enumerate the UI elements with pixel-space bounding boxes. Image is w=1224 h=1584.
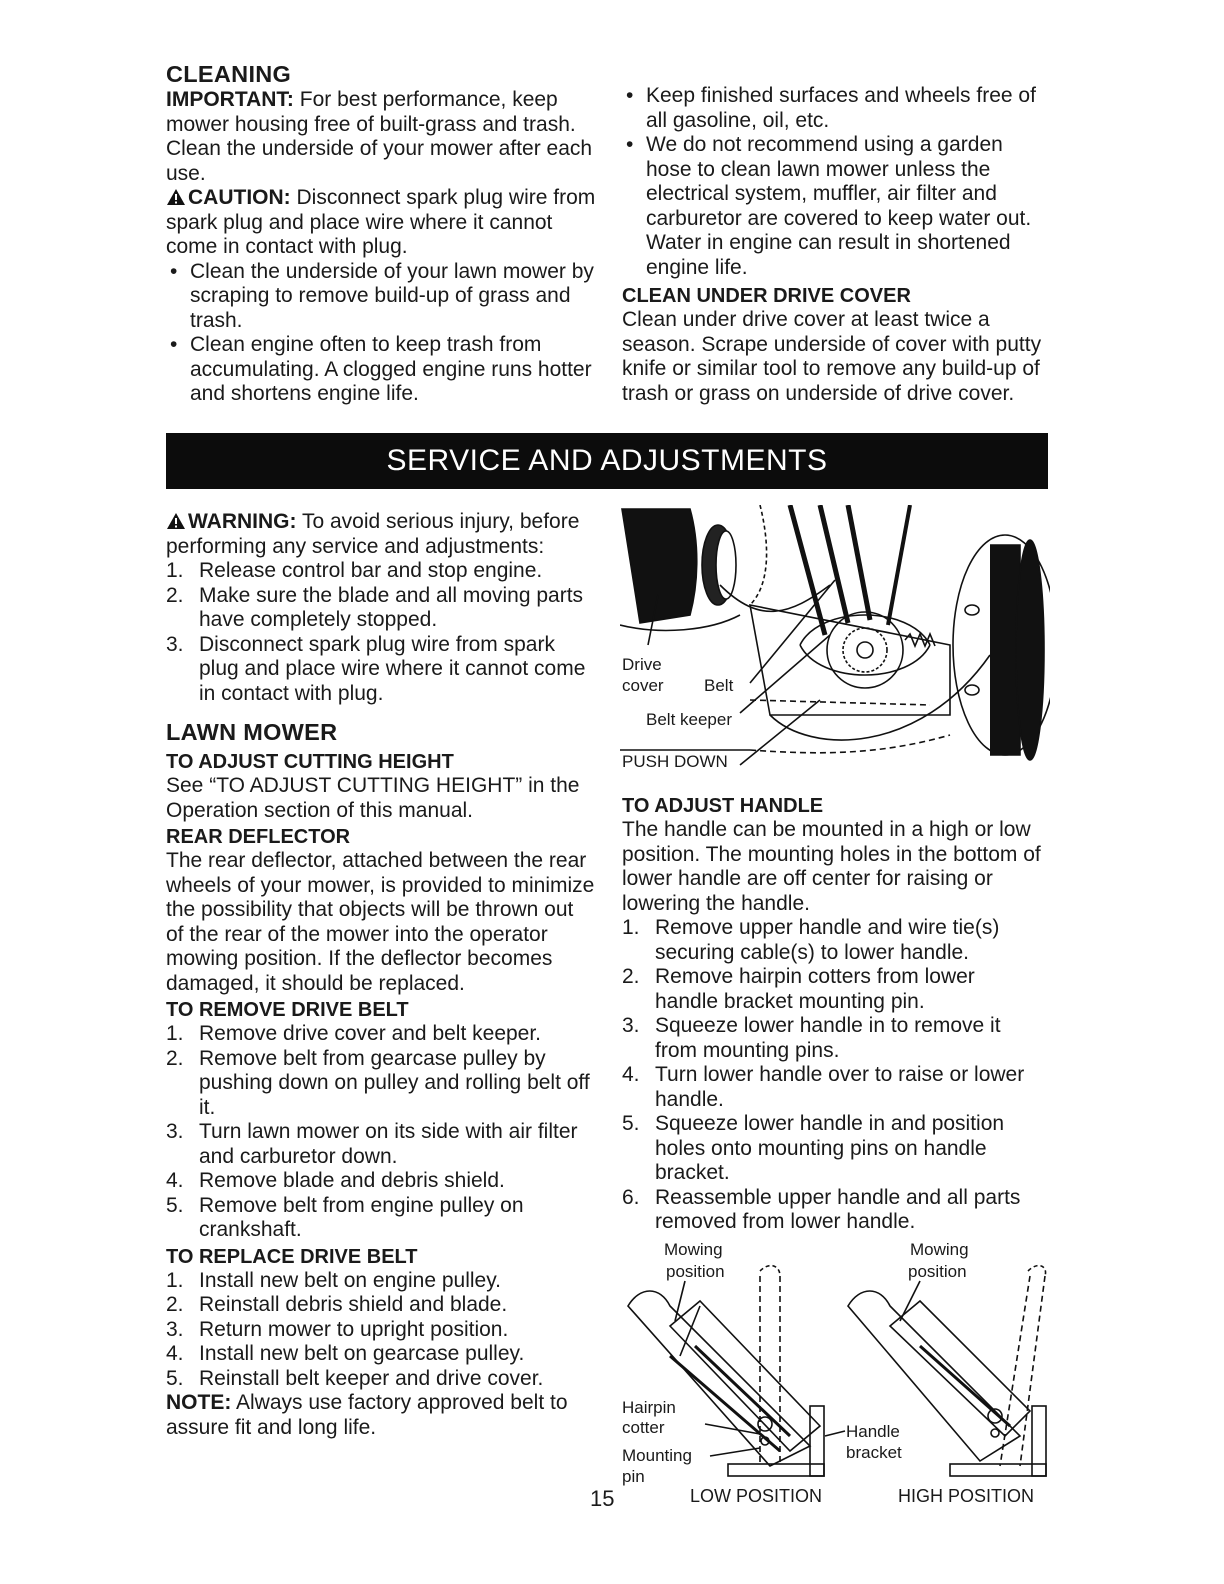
position-left-label: position bbox=[666, 1262, 725, 1281]
step-number: 3. bbox=[166, 632, 184, 656]
service-left-column bbox=[166, 510, 596, 1440]
position-right-label: position bbox=[908, 1262, 967, 1281]
list-item bbox=[622, 916, 1042, 965]
mounting-label: Mounting bbox=[622, 1446, 692, 1465]
hairpin-label: Hairpin bbox=[622, 1398, 676, 1417]
pin-label: pin bbox=[622, 1467, 645, 1486]
list-item bbox=[166, 1022, 596, 1047]
mowing-text: Mowing bbox=[910, 1240, 969, 1259]
clean-under-drive-cover-text: Clean under drive cover at least twice a season. Scrape underside of cover with putty knife or similar tool to remove any build-up of trash or grass on underside of drive cover. bbox=[622, 308, 1042, 405]
mowing-position-right-label bbox=[910, 1240, 969, 1260]
step-number: 3. bbox=[166, 1120, 184, 1143]
step-text: Reinstall belt keeper and drive cover. bbox=[199, 1366, 544, 1390]
cover-label: cover bbox=[622, 676, 664, 695]
push-down-label: PUSH DOWN bbox=[622, 752, 728, 771]
step-number: 3. bbox=[166, 1317, 184, 1341]
step-text: Remove drive cover and belt keeper. bbox=[199, 1022, 542, 1045]
step-text: Reassemble upper handle and all parts removed from lower handle. bbox=[655, 1185, 1021, 1233]
step-number: 4. bbox=[166, 1169, 184, 1192]
mowing-position-left-label bbox=[664, 1240, 723, 1260]
replace-drive-belt-steps bbox=[166, 1269, 596, 1392]
bracket-label: bracket bbox=[846, 1443, 902, 1462]
step-text: Turn lawn mower on its side with air filter and carburetor down. bbox=[199, 1120, 578, 1168]
step-text: Turn lower handle over to raise or lower handle. bbox=[655, 1063, 1025, 1111]
step-text: Remove blade and debris shield. bbox=[199, 1169, 505, 1192]
step-text: Remove belt from gearcase pulley by pushing down on pulley and rolling belt off it. bbox=[199, 1046, 590, 1119]
remove-drive-belt-heading: TO REMOVE DRIVE BELT bbox=[166, 999, 409, 1021]
mowing-text: Mowing bbox=[664, 1240, 723, 1259]
cleaning-section bbox=[166, 60, 598, 407]
rear-deflector-text: The rear deflector, attached between the rear wheels of your mower, is provided to minimize the possibility that objects will be thrown out of the rear of the mower into the operator mowing position. If the deflector becomes damaged, it should be replaced. bbox=[166, 849, 595, 995]
list-item bbox=[622, 965, 1042, 1014]
list-item bbox=[166, 1342, 596, 1367]
lawn-mower-heading: LAWN MOWER bbox=[166, 719, 338, 745]
handle-position-figure bbox=[620, 1236, 1060, 1508]
step-text: Install new belt on gearcase pulley. bbox=[199, 1342, 525, 1365]
adjust-handle-heading: TO ADJUST HANDLE bbox=[622, 795, 824, 817]
step-text: Return mower to upright position. bbox=[199, 1317, 509, 1341]
list-item: • Clean engine often to keep trash from accumulating. A clogged engine runs hotter and shortens engine life. bbox=[166, 333, 598, 407]
page-number: 15 bbox=[590, 1486, 615, 1511]
list-item bbox=[166, 1367, 596, 1392]
list-item bbox=[622, 1112, 1042, 1186]
list-item bbox=[166, 1194, 596, 1243]
step-number: 5. bbox=[622, 1112, 640, 1135]
step-number: 6. bbox=[622, 1185, 640, 1209]
list-item bbox=[166, 1293, 596, 1318]
list-item bbox=[166, 633, 596, 707]
replace-drive-belt-heading: TO REPLACE DRIVE BELT bbox=[166, 1245, 418, 1268]
step-number: 5. bbox=[166, 1193, 184, 1217]
adjust-handle-text: The handle can be mounted in a high or low position. The mounting holes in the bottom of lower handle are off center for raising or lowering the handle. bbox=[622, 818, 1041, 915]
step-number: 1. bbox=[166, 1268, 184, 1292]
drive-cover-illustration bbox=[620, 505, 1050, 775]
note-label: NOTE: bbox=[166, 1391, 232, 1414]
warning-label: WARNING: bbox=[188, 510, 297, 533]
step-text: Make sure the blade and all moving parts have completely stopped. bbox=[199, 583, 584, 631]
step-text: Release control bar and stop engine. bbox=[199, 559, 543, 582]
belt-label: Belt bbox=[704, 676, 734, 695]
caution-text: Disconnect spark plug wire from spark plug and place wire where it cannot come in contact with plug. bbox=[166, 186, 596, 258]
caution-paragraph bbox=[166, 186, 598, 260]
list-item bbox=[622, 1063, 1042, 1112]
list-item bbox=[166, 1169, 596, 1194]
step-number: 1. bbox=[166, 1022, 184, 1045]
step-number: 2. bbox=[166, 583, 184, 607]
step-number: 2. bbox=[166, 1293, 184, 1316]
step-number: 1. bbox=[622, 916, 640, 939]
step-number: 1. bbox=[166, 559, 184, 582]
section-banner: SERVICE AND ADJUSTMENTS bbox=[166, 433, 1048, 489]
step-text: Squeeze lower handle in to remove it from mounting pins. bbox=[655, 1014, 1001, 1062]
list-item bbox=[622, 1186, 1042, 1235]
high-position-label: HIGH POSITION bbox=[898, 1486, 1035, 1506]
list-item bbox=[622, 1014, 1042, 1063]
list-item bbox=[166, 1120, 596, 1169]
warning-triangle-icon bbox=[166, 188, 186, 206]
note-paragraph bbox=[166, 1391, 596, 1440]
step-text: Disconnect spark plug wire from spark plug and place wire where it cannot come in contact with plug. bbox=[199, 632, 586, 705]
step-number: 2. bbox=[166, 1046, 184, 1070]
list-item bbox=[166, 1269, 596, 1294]
cleaning-bullet-list-right bbox=[622, 84, 1042, 280]
note-text: Always use factory approved belt to assure fit and long life. bbox=[166, 1391, 568, 1439]
adjust-handle-steps bbox=[622, 916, 1042, 1235]
step-number: 4. bbox=[622, 1063, 640, 1086]
step-number: 2. bbox=[622, 965, 640, 988]
rear-deflector-heading: REAR DEFLECTOR bbox=[166, 826, 351, 848]
cotter-label: cotter bbox=[622, 1418, 665, 1437]
important-paragraph bbox=[166, 88, 598, 186]
drive-label: Drive bbox=[622, 655, 662, 674]
list-item: • Keep finished surfaces and wheels free of all gasoline, oil, etc. bbox=[622, 84, 1042, 133]
drive-cover-figure bbox=[620, 505, 1050, 775]
cleaning-heading: CLEANING bbox=[166, 61, 292, 87]
list-item: • Clean the underside of your lawn mower by scraping to remove build-up of grass and trash. bbox=[166, 260, 598, 334]
adjust-cutting-height-heading: TO ADJUST CUTTING HEIGHT bbox=[166, 751, 454, 773]
clean-under-drive-cover-heading: CLEAN UNDER DRIVE COVER bbox=[622, 285, 911, 307]
step-text: Install new belt on engine pulley. bbox=[199, 1268, 501, 1292]
caution-label: CAUTION: bbox=[188, 186, 291, 209]
step-number: 3. bbox=[622, 1014, 640, 1037]
step-text: Remove hairpin cotters from lower handle bracket mounting pin. bbox=[655, 965, 975, 1013]
list-item bbox=[166, 559, 596, 584]
low-position-label: LOW POSITION bbox=[690, 1486, 823, 1506]
cleaning-section-continued bbox=[622, 84, 1042, 406]
cleaning-bullet-list bbox=[166, 260, 598, 407]
list-item bbox=[166, 1318, 596, 1343]
step-text: Remove upper handle and wire tie(s) securing cable(s) to lower handle. bbox=[655, 916, 1000, 964]
important-label: IMPORTANT: bbox=[166, 88, 294, 111]
important-text: For best performance, keep mower housing free of built-grass and trash. Clean the underside of your mower after each use. bbox=[166, 88, 593, 185]
list-item bbox=[166, 1047, 596, 1121]
warning-triangle-icon bbox=[166, 512, 186, 530]
list-item: • We do not recommend using a garden hose to clean lawn mower unless the electrical system, muffler, air filter and carburetor are covered to keep water out. Water in engine can result in shortened engine life. bbox=[622, 133, 1042, 280]
step-text: Squeeze lower handle in and position holes onto mounting pins on handle bracket. bbox=[655, 1112, 1005, 1184]
belt-keeper-label: Belt keeper bbox=[646, 710, 732, 729]
warning-steps bbox=[166, 559, 596, 706]
adjust-handle-section bbox=[622, 794, 1042, 1235]
remove-drive-belt-steps bbox=[166, 1022, 596, 1243]
handle-label: Handle bbox=[846, 1422, 900, 1441]
step-text: Reinstall debris shield and blade. bbox=[199, 1293, 508, 1316]
warning-paragraph bbox=[166, 510, 596, 559]
step-number: 5. bbox=[166, 1366, 184, 1390]
list-item bbox=[166, 584, 596, 633]
warning-text: To avoid serious injury, before performing any service and adjustments: bbox=[166, 510, 580, 558]
step-text: Remove belt from engine pulley on crankshaft. bbox=[199, 1193, 524, 1241]
adjust-cutting-height-text: See “TO ADJUST CUTTING HEIGHT” in the Operation section of this manual. bbox=[166, 774, 580, 822]
step-number: 4. bbox=[166, 1342, 184, 1365]
